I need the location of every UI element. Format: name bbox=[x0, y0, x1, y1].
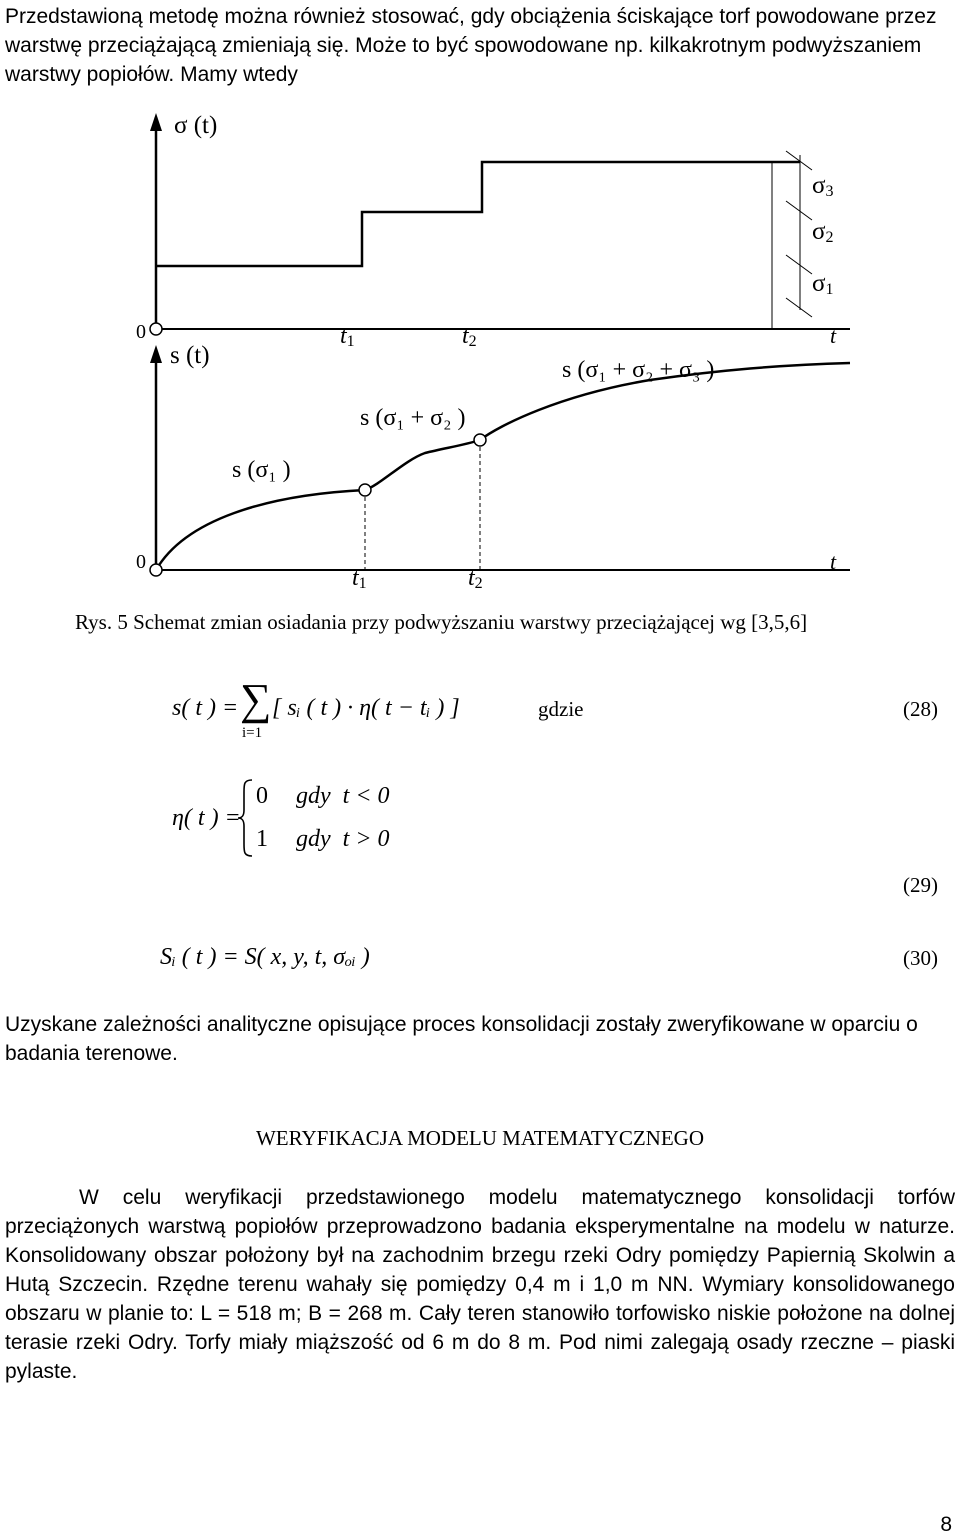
verification-paragraph: W celu weryfikacji przedstawionego modelu matematycznego konsolidacji torfów przeciążonych warstwą popiołów przeprowadzono badania eksperymentalne na modelu w naturze. Konsolidowany obszar położony był na zachodnim brzegu rzeki Odry pomiędzy Papiernią Skolwin a Hutą Szczecin. Rzędne terenu wahały się pomiędzy 0,4 m i 1,0 m NN. Wymiary konsolidowanego obszaru w planie to: L = 518 m; B = 268 m. Cały teren stanowiło torfowisko niskie położone na dolnej terasie rzeki Odry. Torfy miały miąższość od 6 m do 8 m. Pod nimi zalegają osady rzeczne – piaski pylaste. bbox=[5, 1186, 955, 1383]
top-origin-label: 0 bbox=[136, 321, 146, 343]
label-s-sigma123: s (σ₁ + σ₂ + σ₃ ) bbox=[562, 357, 715, 383]
results-paragraph: Uzyskane zależności analityczne opisujące proces konsolidacji zostały zweryfikowane w oparciu o badania terenowe. bbox=[5, 1013, 918, 1065]
eq28-sum-lower: i=1 bbox=[242, 725, 263, 741]
eq28-lhs: s( t ) = bbox=[172, 695, 239, 721]
tick-sigma3-bottom bbox=[786, 201, 812, 220]
section-heading: WERYFIKACJA MODELU MATEMATYCZNEGO bbox=[255, 1126, 704, 1150]
eq29-case1-value: 0 bbox=[256, 783, 268, 809]
brace-icon bbox=[236, 778, 256, 858]
eq29-lhs: η( t ) = bbox=[172, 805, 241, 831]
sigma3-label: σ3 bbox=[812, 172, 834, 200]
figure-caption: Rys. 5 Schemat zmian osiadania przy podwyższaniu warstwy przeciążającej wg [3,5,6] bbox=[75, 610, 808, 634]
top-axis-label: σ (t) bbox=[174, 112, 218, 139]
bottom-t1-label: t1 bbox=[352, 565, 367, 592]
eq29-number: (29) bbox=[903, 873, 938, 897]
top-t1-label: t1 bbox=[340, 323, 355, 350]
bottom-origin-point bbox=[150, 564, 162, 576]
curve-point-t1 bbox=[359, 484, 371, 496]
bottom-axis-arrow bbox=[150, 345, 162, 363]
tick-sigma2-bottom bbox=[786, 255, 812, 274]
curve-point-t2 bbox=[474, 434, 486, 446]
sigma1-label: σ1 bbox=[812, 270, 834, 298]
eq29-case1-cond: gdy t < 0 bbox=[296, 783, 390, 809]
eq29-case2-cond: gdy t > 0 bbox=[296, 826, 390, 852]
load-step-line bbox=[156, 162, 800, 266]
bottom-origin-label: 0 bbox=[136, 551, 146, 573]
eq30-expr: Sᵢ ( t ) = S( x, y, t, σₒᵢ ) bbox=[160, 944, 370, 970]
bottom-axis-label: s (t) bbox=[170, 342, 210, 369]
sigma2-label: σ2 bbox=[812, 218, 834, 246]
eq28-number: (28) bbox=[903, 697, 938, 721]
sum-sign-icon: ∑ bbox=[240, 675, 272, 724]
tick-sigma1-bottom bbox=[786, 298, 812, 317]
page-number: 8 bbox=[940, 1513, 952, 1536]
eq28-gdzie: gdzie bbox=[538, 697, 584, 721]
settlement-schematic-figure bbox=[0, 95, 960, 605]
tick-sigma3-top bbox=[786, 151, 812, 170]
bottom-t2-label: t2 bbox=[468, 565, 483, 592]
label-s-sigma12: s (σ₁ + σ₂ ) bbox=[360, 405, 466, 431]
eq30-number: (30) bbox=[903, 946, 938, 970]
eq29-case2-value: 1 bbox=[256, 826, 268, 852]
label-s-sigma1: s (σ₁ ) bbox=[232, 457, 291, 483]
top-t2-label: t2 bbox=[462, 323, 477, 350]
intro-paragraph: Przedstawioną metodę można również stosować, gdy obciążenia ściskające torf powodowane przez warstwę przeciążającą zmieniają się. Może to być spowodowane np. kilkakrotnym podwyższaniem warstwy popiołów. Mamy wtedy bbox=[5, 5, 937, 86]
eq28-body: [ sᵢ ( t ) · η( t − tᵢ ) ] bbox=[272, 695, 460, 721]
bottom-t-axis-label: t bbox=[830, 549, 837, 574]
top-origin-point bbox=[150, 323, 162, 335]
top-axis-arrow bbox=[150, 113, 162, 131]
top-t-axis-label: t bbox=[830, 323, 837, 348]
